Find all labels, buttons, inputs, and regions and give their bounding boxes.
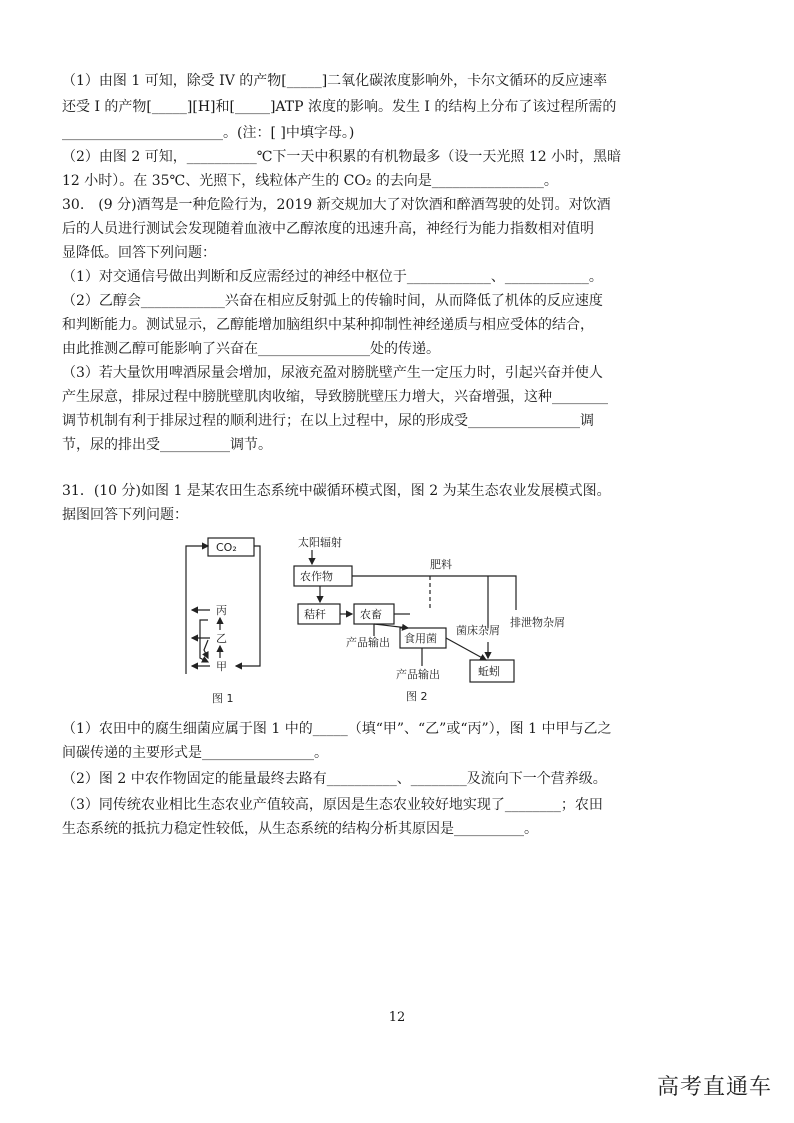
livestock-box: 农畜: [360, 608, 382, 621]
residue-label: 菌床杂屑: [456, 624, 500, 637]
figure-2-caption: 图 2: [406, 690, 428, 703]
earthworm-box: 蚯蚓: [478, 665, 500, 678]
text-line: （1）农田中的腐生细菌应属于图 1 中的_____（填“甲”、“乙”或“丙”），图 1 中甲与乙之: [62, 721, 612, 737]
text-line: 和判断能力。测试显示，乙醇能增加脑组织中某种抑制性神经递质与相应受体的结合，: [62, 317, 594, 333]
text-line: （1）对交通信号做出判断和反应需经过的神经中枢位于____________、____________。: [62, 269, 603, 285]
text-line: 12 小时）。在 35℃、光照下，线粒体产生的 CO₂ 的去向是________________。: [62, 173, 558, 189]
question-31-heading: 31．(10 分)如图 1 是某农田生态系统中碳循环模式图，图 2 为某生态农业发展模式图。: [62, 483, 611, 499]
text-line: （3）若大量饮用啤酒尿量会增加，尿液充盈对膀胱壁产生一定压力时，引起兴奋并使人: [62, 365, 603, 381]
fungi-box: 食用菌: [404, 632, 437, 645]
watermark-logo: 高考直通车: [656, 1075, 772, 1100]
text-line: （2）由图 2 可知，__________℃下一天中积累的有机物最多（设一天光照 12 小时，黑暗: [62, 149, 622, 165]
page-number: 12: [388, 1010, 406, 1025]
text-line: （1）由图 1 可知，除受 IV 的产物[_____]二氧化碳浓度影响外，卡尔文循环的反应速率: [62, 73, 608, 89]
figure-2-eco-agriculture: [290, 532, 570, 710]
text-line: 显降低。回答下列问题：: [62, 245, 216, 261]
sunlight-label: 太阳辐射: [298, 536, 342, 549]
text-line: （3）同传统农业相比生态农业产值较高，原因是生态农业较好地实现了________；农田: [62, 797, 603, 813]
figure-1-caption: 图 1: [212, 692, 234, 705]
excreta-label: 排泄物杂屑: [510, 616, 565, 629]
output-label-2: 产品输出: [396, 668, 440, 681]
co2-label: CO₂: [216, 541, 237, 554]
text-line: 调节机制有利于排尿过程的顺利进行；在以上过程中，尿的形成受________________调: [62, 413, 594, 429]
bing-label: 丙: [216, 604, 227, 617]
text-line: 节，尿的排出受__________调节。: [62, 437, 272, 453]
text-line: 还受 I 的产物[_____][H]和[_____]ATP 浓度的影响。发生 I 的结构上分布了该过程所需的: [62, 99, 617, 115]
yi-label: 乙: [216, 632, 227, 645]
crops-box: 农作物: [300, 570, 333, 583]
text-line: 后的人员进行测试会发现随着血液中乙醇浓度的迅速升高，神经行为能力指数相对值明: [62, 221, 594, 237]
figure-1-carbon-cycle: [178, 532, 274, 710]
text-line: （2）图 2 中农作物固定的能量最终去路有__________、________及流向下一个营养级。: [62, 771, 607, 787]
jia-label: 甲: [216, 660, 227, 673]
text-line: 产生尿意，排尿过程中膀胱壁肌肉收缩，导致膀胱壁压力增大，兴奋增强，这种________: [62, 389, 608, 405]
text-line: （2）乙醇会____________兴奋在相应反射弧上的传输时间，从而降低了机体的反应速度: [62, 293, 603, 309]
text-line: _______________________。(注：[ ]中填字母。): [62, 125, 355, 141]
question-30-heading: 30. (9 分)酒驾是一种危险行为，2019 新交规加大了对饮酒和醉酒驾驶的处罚。对饮酒: [62, 197, 611, 213]
text-line: 据图回答下列问题：: [62, 507, 188, 523]
output-label-1: 产品输出: [346, 636, 390, 649]
text-line: 生态系统的抵抗力稳定性较低，从生态系统的结构分析其原因是__________。: [62, 821, 538, 837]
straw-box: 秸秆: [304, 608, 326, 621]
fertilizer-label: 肥料: [430, 558, 452, 571]
text-line: 间碳传递的主要形式是________________。: [62, 745, 328, 761]
text-line: 由此推测乙醇可能影响了兴奋在________________处的传递。: [62, 341, 440, 357]
